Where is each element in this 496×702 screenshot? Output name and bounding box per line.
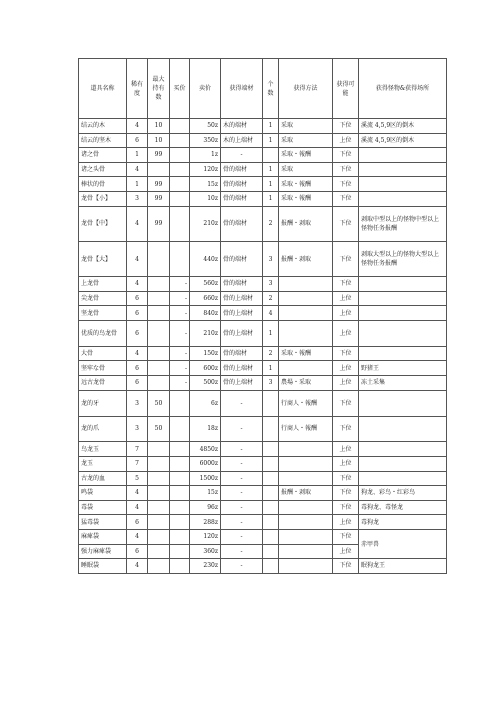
item-material: - — [221, 559, 263, 574]
item-count — [263, 515, 279, 530]
item-material: 骨的端材 — [221, 346, 263, 361]
item-name: 大骨 — [79, 346, 127, 361]
item-sell-price: 4850z — [190, 442, 221, 457]
table-row — [79, 442, 447, 457]
item-count — [263, 500, 279, 515]
item-count — [263, 456, 279, 471]
item-rarity: 4 — [127, 559, 148, 574]
item-buy-price — [170, 471, 190, 486]
item-source: 毒狗龙 — [359, 515, 447, 530]
item-count — [263, 148, 279, 163]
item-rarity: 3 — [127, 390, 148, 416]
item-material: 骨的上端材 — [221, 361, 263, 376]
item-buy-price: - — [170, 306, 190, 321]
table-row — [79, 456, 447, 471]
item-source: 溪流 4,5,9区的倒木 — [359, 119, 447, 134]
table-row — [79, 277, 447, 292]
item-max-hold — [148, 346, 170, 361]
item-rank: 下位 — [333, 119, 359, 134]
item-sell-price: 15z — [190, 486, 221, 501]
item-source — [359, 471, 447, 486]
item-name: 优质的鸟龙骨 — [79, 320, 127, 346]
item-max-hold: 10 — [148, 119, 170, 134]
item-sell-price: 210z — [190, 320, 221, 346]
item-count: 4 — [263, 306, 279, 321]
item-rank: 上位 — [333, 291, 359, 306]
table-row — [79, 515, 447, 530]
table-row — [79, 361, 447, 376]
item-material: 木的端材 — [221, 119, 263, 134]
item-material: 骨的端材 — [221, 191, 263, 206]
item-rarity: 1 — [127, 177, 148, 192]
item-sell-price: 120z — [190, 529, 221, 544]
item-max-hold — [148, 544, 170, 559]
item-material: - — [221, 471, 263, 486]
item-count — [263, 544, 279, 559]
item-material: - — [221, 529, 263, 544]
item-buy-price — [170, 390, 190, 416]
item-name: 龙骨【大】 — [79, 241, 127, 276]
item-name: 结云的坚木 — [79, 133, 127, 148]
item-rarity: 3 — [127, 191, 148, 206]
item-source — [359, 320, 447, 346]
item-sell-price: 15z — [190, 177, 221, 192]
item-rank: 上位 — [333, 456, 359, 471]
item-rarity: 6 — [127, 320, 148, 346]
item-max-hold: 10 — [148, 133, 170, 148]
item-method — [279, 529, 333, 544]
item-rarity: 4 — [127, 500, 148, 515]
item-buy-price — [170, 148, 190, 163]
item-source — [359, 177, 447, 192]
item-material: 骨的上端材 — [221, 376, 263, 391]
table-row — [79, 241, 447, 276]
item-sell-price: 50z — [190, 119, 221, 134]
item-source — [359, 277, 447, 292]
header-max-hold: 最大持有数 — [148, 59, 170, 119]
item-sell-price: 600z — [190, 361, 221, 376]
item-method — [279, 515, 333, 530]
item-method: 采取 — [279, 133, 333, 148]
item-sell-price: 560z — [190, 277, 221, 292]
item-sell-price: 840z — [190, 306, 221, 321]
item-rarity: 5 — [127, 471, 148, 486]
item-material: - — [221, 416, 263, 442]
item-rank: 下位 — [333, 148, 359, 163]
item-max-hold — [148, 291, 170, 306]
item-source: 赤甲兽 — [359, 529, 447, 558]
item-sell-price: 96z — [190, 500, 221, 515]
item-rank: 下位 — [333, 559, 359, 574]
item-method — [279, 306, 333, 321]
item-name: 龙骨【中】 — [79, 206, 127, 241]
table-row — [79, 500, 447, 515]
table-row — [79, 191, 447, 206]
item-name: 龙的爪 — [79, 416, 127, 442]
item-rank: 下位 — [333, 346, 359, 361]
item-material: 骨的端材 — [221, 162, 263, 177]
item-name: 尖龙骨 — [79, 291, 127, 306]
item-method — [279, 471, 333, 486]
item-name: 龙玉 — [79, 456, 127, 471]
item-rarity: 6 — [127, 515, 148, 530]
item-count: 3 — [263, 277, 279, 292]
item-count — [263, 559, 279, 574]
item-buy-price — [170, 544, 190, 559]
item-name: 棒状的骨 — [79, 177, 127, 192]
item-rarity: 4 — [127, 241, 148, 276]
table-row — [79, 529, 447, 544]
item-rarity: 4 — [127, 486, 148, 501]
item-max-hold — [148, 306, 170, 321]
item-material: 骨的上端材 — [221, 291, 263, 306]
item-table — [78, 58, 447, 574]
item-buy-price — [170, 177, 190, 192]
item-rank: 下位 — [333, 191, 359, 206]
item-method — [279, 456, 333, 471]
item-rank: 下位 — [333, 500, 359, 515]
item-rarity: 6 — [127, 306, 148, 321]
item-rank: 下位 — [333, 206, 359, 241]
item-method — [279, 500, 333, 515]
item-method: 采取・報酬 — [279, 177, 333, 192]
item-method — [279, 559, 333, 574]
item-rarity: 4 — [127, 346, 148, 361]
table-row — [79, 148, 447, 163]
item-count: 1 — [263, 361, 279, 376]
item-rank: 下位 — [333, 416, 359, 442]
item-name: 鸣袋 — [79, 486, 127, 501]
item-source: 野猪王 — [359, 361, 447, 376]
item-count — [263, 486, 279, 501]
item-rank: 上位 — [333, 442, 359, 457]
item-source — [359, 306, 447, 321]
item-buy-price — [170, 442, 190, 457]
item-source — [359, 456, 447, 471]
item-buy-price — [170, 529, 190, 544]
item-max-hold — [148, 456, 170, 471]
item-buy-price: - — [170, 291, 190, 306]
item-sell-price: 500z — [190, 376, 221, 391]
item-rarity: 6 — [127, 133, 148, 148]
item-rank: 下位 — [333, 486, 359, 501]
item-max-hold — [148, 471, 170, 486]
item-name: 坚龙骨 — [79, 306, 127, 321]
item-sell-price: 150z — [190, 346, 221, 361]
item-count: 1 — [263, 119, 279, 134]
item-method: 采取 — [279, 119, 333, 134]
item-max-hold — [148, 515, 170, 530]
item-sell-price: 360z — [190, 544, 221, 559]
item-rank: 下位 — [333, 471, 359, 486]
item-method — [279, 442, 333, 457]
item-count — [263, 416, 279, 442]
item-material: - — [221, 148, 263, 163]
item-material: - — [221, 456, 263, 471]
item-material: - — [221, 515, 263, 530]
item-max-hold — [148, 486, 170, 501]
item-method — [279, 544, 333, 559]
item-source — [359, 162, 447, 177]
item-name: 远古龙骨 — [79, 376, 127, 391]
item-count: 3 — [263, 376, 279, 391]
item-max-hold: 99 — [148, 191, 170, 206]
table-row — [79, 346, 447, 361]
item-source — [359, 191, 447, 206]
item-sell-price: 1z — [190, 148, 221, 163]
item-max-hold — [148, 376, 170, 391]
item-rank: 上位 — [333, 515, 359, 530]
item-name: 龙骨【小】 — [79, 191, 127, 206]
item-sell-price: 288z — [190, 515, 221, 530]
item-buy-price — [170, 559, 190, 574]
table-row — [79, 559, 447, 574]
table-row — [79, 486, 447, 501]
item-max-hold: 50 — [148, 416, 170, 442]
item-source: 冻土采集 — [359, 376, 447, 391]
item-rank: 下位 — [333, 277, 359, 292]
item-method: 报酬・剥取 — [279, 206, 333, 241]
item-buy-price — [170, 206, 190, 241]
item-rarity: 4 — [127, 206, 148, 241]
item-max-hold: 99 — [148, 177, 170, 192]
item-name: 诸之骨 — [79, 148, 127, 163]
item-method — [279, 277, 333, 292]
item-max-hold — [148, 529, 170, 544]
item-material: 骨的端材 — [221, 206, 263, 241]
item-name: 结云的木 — [79, 119, 127, 134]
item-name: 毒袋 — [79, 500, 127, 515]
item-rarity: 4 — [127, 529, 148, 544]
item-source — [359, 442, 447, 457]
item-name: 龙的牙 — [79, 390, 127, 416]
item-max-hold — [148, 320, 170, 346]
item-material: - — [221, 544, 263, 559]
item-source: 溪流 4,5,9区的倒木 — [359, 133, 447, 148]
item-material: - — [221, 486, 263, 501]
table-row — [79, 119, 447, 134]
item-method — [279, 291, 333, 306]
item-rarity: 4 — [127, 119, 148, 134]
item-source — [359, 346, 447, 361]
header-buy-price: 买价 — [170, 59, 190, 119]
item-material: 骨的上端材 — [221, 320, 263, 346]
item-name: 上龙骨 — [79, 277, 127, 292]
item-rarity: 4 — [127, 277, 148, 292]
item-buy-price — [170, 416, 190, 442]
item-source — [359, 416, 447, 442]
item-rank: 下位 — [333, 177, 359, 192]
table-row — [79, 416, 447, 442]
header-rank: 获得可能 — [333, 59, 359, 119]
header-rarity: 稀有度 — [127, 59, 148, 119]
item-rank: 上位 — [333, 376, 359, 391]
item-method: 農場・采取 — [279, 376, 333, 391]
item-rank: 上位 — [333, 306, 359, 321]
item-source — [359, 390, 447, 416]
item-max-hold — [148, 277, 170, 292]
item-name: 麻痺袋 — [79, 529, 127, 544]
item-rarity: 1 — [127, 148, 148, 163]
item-max-hold: 99 — [148, 148, 170, 163]
item-rank: 下位 — [333, 162, 359, 177]
item-sell-price: 6000z — [190, 456, 221, 471]
item-material: 木的上端材 — [221, 133, 263, 148]
item-max-hold — [148, 241, 170, 276]
item-name: 鸟龙玉 — [79, 442, 127, 457]
item-count — [263, 529, 279, 544]
item-sell-price: 10z — [190, 191, 221, 206]
header-count: 个数 — [263, 59, 279, 119]
item-source — [359, 291, 447, 306]
item-name: 强力麻痺袋 — [79, 544, 127, 559]
header-name: 道具名称 — [79, 59, 127, 119]
item-buy-price — [170, 162, 190, 177]
item-name: 坚牢な骨 — [79, 361, 127, 376]
item-rank: 下位 — [333, 529, 359, 544]
item-method: 采取・報酬 — [279, 191, 333, 206]
table-row — [79, 390, 447, 416]
item-method: 行商人・報酬 — [279, 390, 333, 416]
header-source: 获得怪物&获得场所 — [359, 59, 447, 119]
item-max-hold: 50 — [148, 390, 170, 416]
item-sell-price: 1500z — [190, 471, 221, 486]
item-rank: 上位 — [333, 133, 359, 148]
item-material: 骨的上端材 — [221, 306, 263, 321]
item-rarity: 3 — [127, 416, 148, 442]
item-sell-price: 120z — [190, 162, 221, 177]
item-buy-price — [170, 133, 190, 148]
item-source: 剥取大型以上的怪物大型以上怪物任务报酬 — [359, 241, 447, 276]
item-buy-price — [170, 456, 190, 471]
item-count: 1 — [263, 133, 279, 148]
item-sell-price: 210z — [190, 206, 221, 241]
table-row — [79, 133, 447, 148]
item-material: - — [221, 390, 263, 416]
item-name: 睡眠袋 — [79, 559, 127, 574]
item-buy-price — [170, 191, 190, 206]
item-name: 猛毒袋 — [79, 515, 127, 530]
item-method: 报酬・剥取 — [279, 486, 333, 501]
item-count: 2 — [263, 206, 279, 241]
item-method: 采取 — [279, 162, 333, 177]
item-sell-price: 6z — [190, 390, 221, 416]
item-rarity: 6 — [127, 376, 148, 391]
item-name: 古龙的血 — [79, 471, 127, 486]
item-method: 采取・報酬 — [279, 346, 333, 361]
item-rank: 上位 — [333, 320, 359, 346]
item-material: - — [221, 500, 263, 515]
item-buy-price: - — [170, 277, 190, 292]
item-rarity: 6 — [127, 291, 148, 306]
item-count: 1 — [263, 191, 279, 206]
item-rank: 上位 — [333, 361, 359, 376]
header-sell-price: 卖价 — [190, 59, 221, 119]
item-source: 毒狗龙、毒怪龙 — [359, 500, 447, 515]
item-material: 骨的端材 — [221, 277, 263, 292]
table-row — [79, 177, 447, 192]
item-sell-price: 18z — [190, 416, 221, 442]
item-max-hold — [148, 361, 170, 376]
item-source: 剥取中型以上的怪物中型以上怪物任务报酬 — [359, 206, 447, 241]
item-count — [263, 471, 279, 486]
item-rank: 下位 — [333, 241, 359, 276]
table-row — [79, 206, 447, 241]
item-rank: 上位 — [333, 544, 359, 559]
item-material: 骨的端材 — [221, 177, 263, 192]
item-rarity: 6 — [127, 361, 148, 376]
table-row — [79, 320, 447, 346]
item-sell-price: 230z — [190, 559, 221, 574]
item-buy-price — [170, 515, 190, 530]
item-buy-price — [170, 241, 190, 276]
item-material: - — [221, 442, 263, 457]
item-sell-price: 660z — [190, 291, 221, 306]
item-method — [279, 320, 333, 346]
item-count: 3 — [263, 241, 279, 276]
item-buy-price: - — [170, 346, 190, 361]
item-method: 采取・報酬 — [279, 148, 333, 163]
item-buy-price — [170, 486, 190, 501]
item-rarity: 6 — [127, 544, 148, 559]
item-max-hold — [148, 559, 170, 574]
item-rarity: 4 — [127, 162, 148, 177]
item-buy-price — [170, 500, 190, 515]
item-rarity: 7 — [127, 456, 148, 471]
item-sell-price: 440z — [190, 241, 221, 276]
table-row — [79, 306, 447, 321]
table-row — [79, 291, 447, 306]
table-row — [79, 471, 447, 486]
item-max-hold — [148, 162, 170, 177]
item-method: 报酬・剥取 — [279, 241, 333, 276]
item-buy-price: - — [170, 361, 190, 376]
item-count: 2 — [263, 291, 279, 306]
item-source: 眠狗龙王 — [359, 559, 447, 574]
item-method: 行商人・報酬 — [279, 416, 333, 442]
item-buy-price: - — [170, 376, 190, 391]
item-max-hold — [148, 442, 170, 457]
header-method: 获得方法 — [279, 59, 333, 119]
item-method — [279, 361, 333, 376]
item-buy-price: - — [170, 320, 190, 346]
item-count — [263, 442, 279, 457]
item-count: 1 — [263, 320, 279, 346]
item-material: 骨的端材 — [221, 241, 263, 276]
table-row — [79, 162, 447, 177]
table-row — [79, 376, 447, 391]
item-count: 1 — [263, 162, 279, 177]
item-buy-price — [170, 119, 190, 134]
item-count: 2 — [263, 346, 279, 361]
item-source: 狗龙、彩鸟・红彩鸟 — [359, 486, 447, 501]
item-count: 1 — [263, 177, 279, 192]
item-rarity: 7 — [127, 442, 148, 457]
item-table-body — [79, 119, 447, 574]
item-name: 诸之头骨 — [79, 162, 127, 177]
item-count — [263, 390, 279, 416]
item-source — [359, 148, 447, 163]
header-material: 获得端材 — [221, 59, 263, 119]
item-max-hold: 99 — [148, 206, 170, 241]
item-rank: 下位 — [333, 390, 359, 416]
item-max-hold — [148, 500, 170, 515]
item-sell-price: 350z — [190, 133, 221, 148]
